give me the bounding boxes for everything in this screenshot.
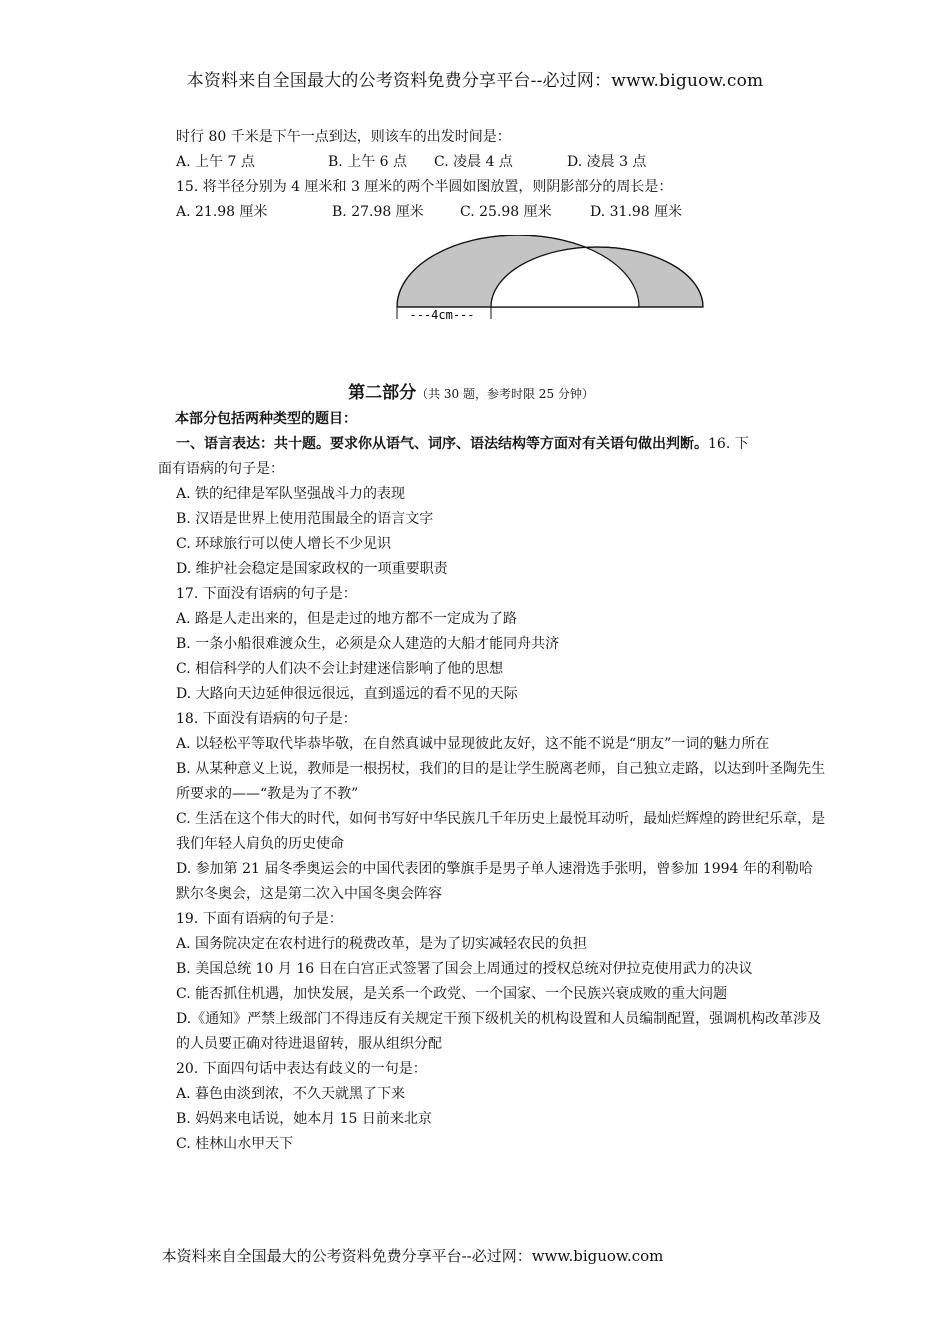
q17-text: 17. 下面没有语病的句子是：	[176, 586, 357, 602]
q14-option-b: B. 上午 6 点	[328, 154, 407, 170]
document-body	[158, 125, 826, 1157]
part2-heading	[176, 379, 826, 407]
q19-option-b: B. 美国总统 10 月 16 日在白宫正式签署了国会上周通过的授权总统对伊拉克使用武力的决议	[176, 961, 753, 977]
semicircle-figure	[176, 229, 826, 374]
q19-text: 19. 下面有语病的句子是：	[176, 911, 343, 927]
q16-text: 面有语病的句子是：	[158, 461, 284, 477]
section1-instructions: 一、语言表达：共十题。要求你从语气、词序、语法结构等方面对有关语句做出判断。	[176, 436, 708, 452]
part2-title: 第二部分	[348, 383, 417, 403]
q18-option-d: D. 参加第 21 届冬季奥运会的中国代表团的擎旗手是男子单人速滑选手张明，曾参加 1994 年的利勒哈默尔冬奥会，这是第二次入中国冬奥会阵容	[176, 861, 813, 902]
q14-option-c: C. 凌晨 4 点	[434, 154, 513, 170]
part2-intro: 本部分包括两种类型的题目：	[175, 411, 357, 427]
q18-option-b: B. 从某种意义上说，教师是一根拐杖，我们的目的是让学生脱离老师，自己独立走路，以达到叶圣陶先生所要求的——“教是为了不教”	[176, 761, 826, 802]
q17-option-c: C. 相信科学的人们决不会让封建迷信影响了他的思想	[176, 661, 504, 677]
q16-option-a: A. 铁的纪律是军队坚强战斗力的表现	[176, 486, 406, 502]
q17-option-a: A. 路是人走出来的，但是走过的地方都不一定成为了路	[176, 611, 518, 627]
page-footer: 本资料来自全国最大的公考资料免费分享平台--必过网：www.biguow.com	[161, 1247, 664, 1265]
q20-option-a: A. 暮色由淡到浓，不久天就黑了下来	[176, 1086, 406, 1102]
q14-option-d: D. 凌晨 3 点	[567, 154, 647, 170]
q14-option-a: A. 上午 7 点	[176, 154, 255, 170]
q16-option-c: C. 环球旅行可以使人增长不少见识	[176, 536, 392, 552]
semicircle-diagram	[390, 235, 710, 355]
section1-heading	[176, 432, 826, 457]
q20-option-c: C. 桂林山水甲天下	[176, 1136, 294, 1152]
q15-option-d: D. 31.98 厘米	[590, 204, 683, 220]
q16-option-d: D. 维护社会稳定是国家政权的一项重要职责	[176, 561, 448, 577]
q15-option-b: B. 27.98 厘米	[332, 204, 424, 220]
q19-option-c: C. 能否抓住机遇，加快发展，是关系一个政党、一个国家、一个民族兴衰成败的重大问题	[176, 986, 728, 1002]
q16-start: 16. 下	[708, 436, 749, 452]
q17-option-b: B. 一条小船很难渡众生，必须是众人建造的大船才能同舟共济	[176, 636, 560, 652]
q17-option-d: D. 大路向天边延伸很远很远，直到遥远的看不见的天际	[176, 686, 518, 702]
q18-option-a: A. 以轻松平等取代毕恭毕敬，在自然真诚中显现彼此友好，这不能不说是“朋友”一词的魅力所在	[176, 736, 770, 752]
q18-text: 18. 下面没有语病的句子是：	[176, 711, 357, 727]
part2-subtitle: （共 30 题，参考时限 25 分钟）	[416, 387, 594, 401]
q20-option-b: B. 妈妈来电话说，她本月 15 日前来北京	[176, 1111, 432, 1127]
q15-option-a: A. 21.98 厘米	[176, 204, 268, 220]
q15-options	[176, 200, 826, 225]
q18-option-c: C. 生活在这个伟大的时代，如何书写好中华民族几千年历史上最悦耳动听，最灿烂辉煌的跨世纪乐章，是我们年轻人肩负的历史使命	[176, 811, 826, 852]
q19-option-d: D.《通知》严禁上级部门不得违反有关规定干预下级机关的机构设置和人员编制配置，强调机构改革涉及的人员要正确对待进退留转，服从组织分配	[176, 1011, 822, 1052]
dimension-label: ---4cm---	[409, 308, 475, 322]
q14-text: 时行 80 千米是下午一点到达，则该车的出发时间是：	[176, 129, 511, 145]
q16-option-b: B. 汉语是世界上使用范围最全的语言文字	[176, 511, 434, 527]
q14-options	[176, 150, 826, 175]
q19-option-a: A. 国务院决定在农村进行的税费改革，是为了切实减轻农民的负担	[176, 936, 588, 952]
page-header: 本资料来自全国最大的公考资料免费分享平台--必过网：www.biguow.com	[186, 71, 764, 91]
q15-option-c: C. 25.98 厘米	[460, 204, 552, 220]
q15-text: 15. 将半径分别为 4 厘米和 3 厘米的两个半圆如图放置，则阴影部分的周长是：	[176, 179, 673, 195]
q20-text: 20. 下面四句话中表达有歧义的一句是：	[176, 1061, 427, 1077]
